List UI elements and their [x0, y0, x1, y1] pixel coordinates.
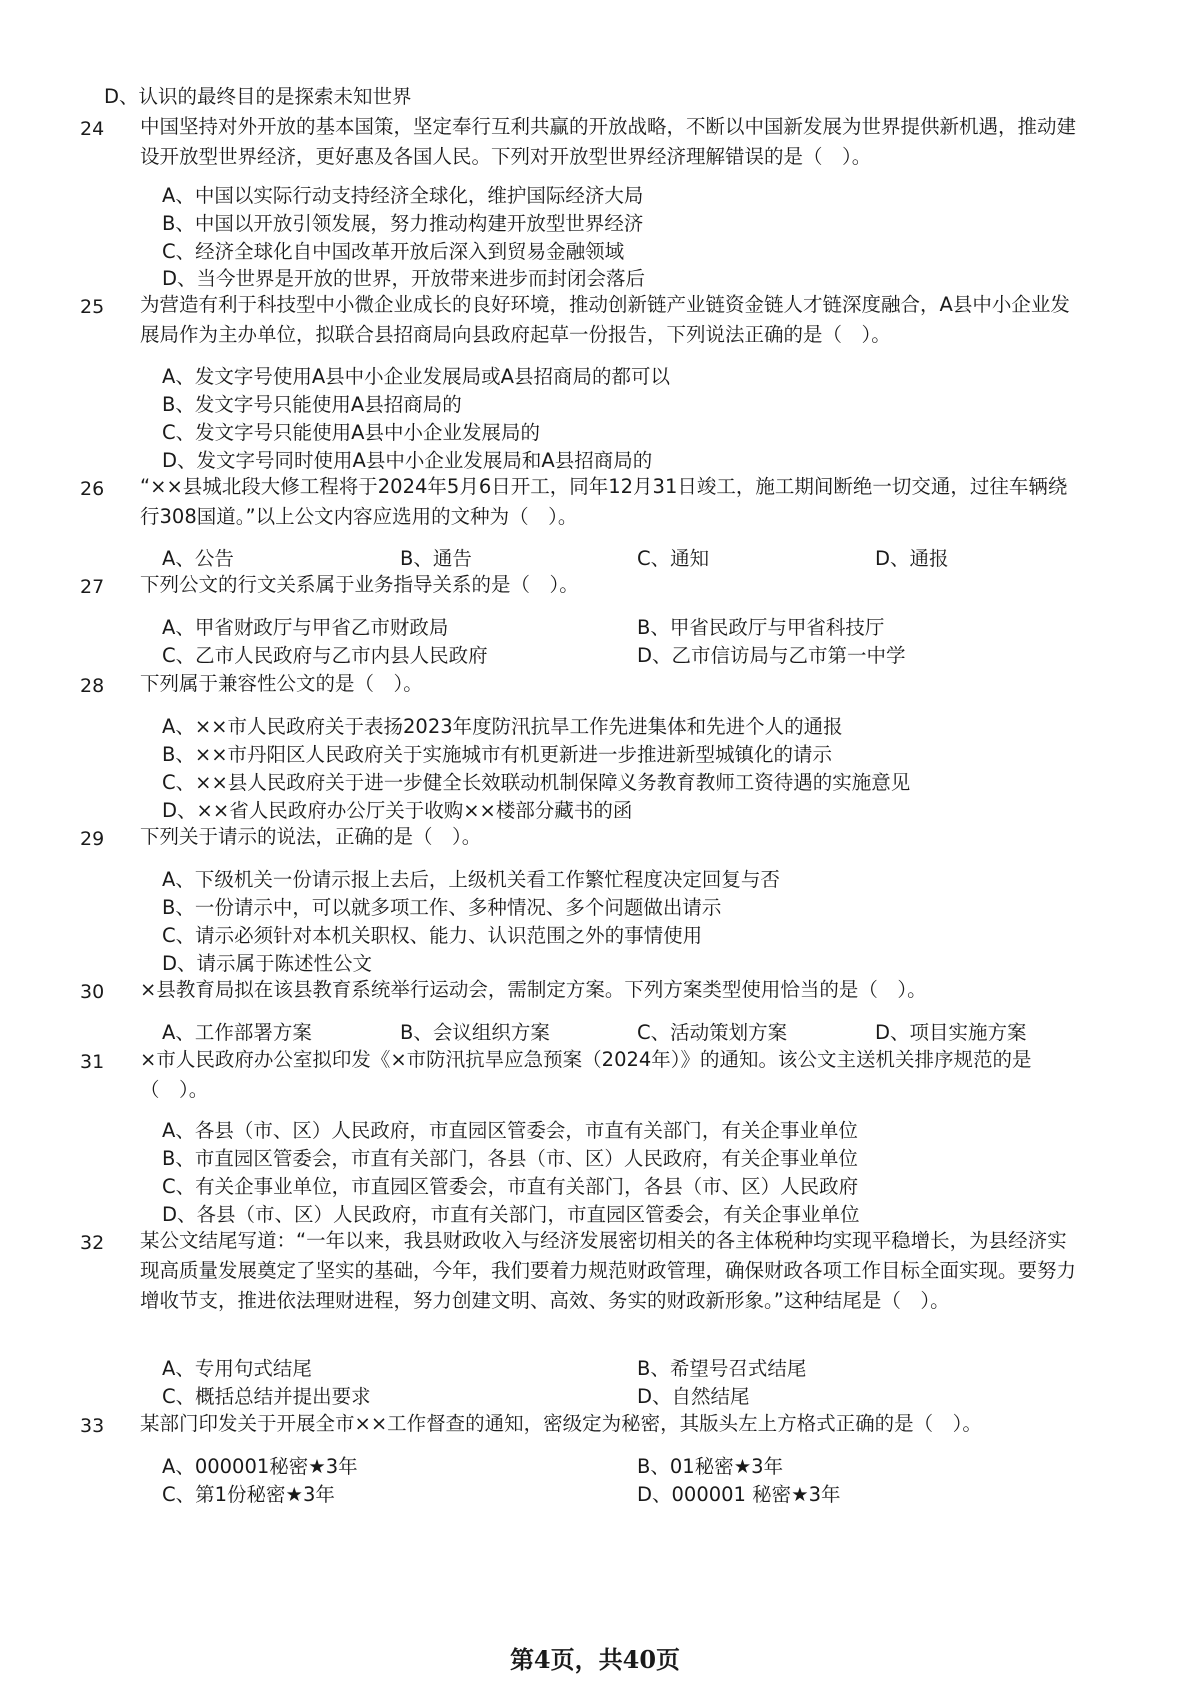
option-b: B、01秘密★3年: [637, 1455, 784, 1478]
option-c: C、第1份秘密★3年: [162, 1483, 335, 1506]
option-c: C、经济全球化自中国改革开放后深入到贸易金融领域: [162, 240, 625, 263]
option-d: D、000001 秘密★3年: [637, 1483, 841, 1506]
question-stem: 下列属于兼容性公文的是（ ）。: [140, 672, 423, 695]
question-stem: 某公文结尾写道：“一年以来，我县财政收入与经济发展密切相关的各主体税种均实现平稳增长，为县经济实现高质量发展奠定了坚实的基础，今年，我们要着力规范财政管理，确保财政各项工作目标全面实现。要努力增收节支，推进依法理财进程，努力创建文明、高效、务实的财政新形象。”这种结尾是（ ）。: [140, 1229, 1077, 1312]
option-d: D、自然结尾: [637, 1385, 750, 1408]
option-c: C、有关企事业单位，市直园区管委会，市直有关部门，各县（市、区）人民政府: [162, 1175, 859, 1198]
option-c: C、通知: [637, 547, 710, 570]
option-d: D、当今世界是开放的世界，开放带来进步而封闭会落后: [162, 267, 646, 290]
option-c: C、乙市人民政府与乙市内县人民政府: [162, 644, 488, 667]
question-stem: ×市人民政府办公室拟印发《×市防汛抗旱应急预案（2024年）》的通知。该公文主送机关排序规范的是（ ）。: [140, 1048, 1032, 1101]
question-stem: 为营造有利于科技型中小微企业成长的良好环境，推动创新链产业链资金链人才链深度融合，A县中小企业发展局作为主办单位，拟联合县招商局向县政府起草一份报告，下列说法正确的是（ ）。: [140, 293, 1070, 346]
page-footer: 第4页，共40页: [509, 1645, 681, 1674]
option-b: B、希望号召式结尾: [637, 1357, 807, 1380]
option-b: B、中国以开放引领发展，努力推动构建开放型世界经济: [162, 212, 644, 235]
option-d: D、请示属于陈述性公文: [162, 952, 373, 975]
option-a: A、000001秘密★3年: [162, 1455, 358, 1478]
question-number: 31: [80, 1051, 105, 1073]
option-a: A、发文字号使用A县中小企业发展局或A县招商局的都可以: [162, 365, 671, 388]
option-c: C、概括总结并提出要求: [162, 1385, 371, 1408]
question-stem: ×县教育局拟在该县教育系统举行运动会，需制定方案。下列方案类型使用恰当的是（ ）。: [140, 978, 927, 1001]
option-prev-d: D、认识的最终目的是探索未知世界: [104, 85, 412, 108]
question-number: 24: [80, 118, 105, 140]
option-b: B、××市丹阳区人民政府关于实施城市有机更新进一步推进新型城镇化的请示: [162, 743, 833, 766]
option-c: C、活动策划方案: [637, 1021, 788, 1044]
option-d: D、××省人民政府办公厅关于收购××楼部分藏书的函: [162, 799, 633, 822]
option-b: B、甲省民政厅与甲省科技厅: [637, 616, 885, 639]
option-b: B、会议组织方案: [400, 1021, 550, 1044]
question-number: 30: [80, 981, 105, 1003]
question-number: 28: [80, 675, 105, 697]
option-a: A、专用句式结尾: [162, 1357, 312, 1380]
option-b: B、发文字号只能使用A县招商局的: [162, 393, 462, 416]
question-number: 27: [80, 576, 105, 598]
option-b: B、一份请示中，可以就多项工作、多种情况、多个问题做出请示: [162, 896, 722, 919]
question-stem: 下列公文的行文关系属于业务指导关系的是（ ）。: [140, 573, 579, 596]
option-a: A、公告: [162, 547, 234, 570]
option-a: A、下级机关一份请示报上去后，上级机关看工作繁忙程度决定回复与否: [162, 868, 780, 891]
option-a: A、甲省财政厅与甲省乙市财政局: [162, 616, 449, 639]
question-stem: 下列关于请示的说法，正确的是（ ）。: [140, 825, 482, 848]
option-b: B、市直园区管委会，市直有关部门，各县（市、区）人民政府，有关企事业单位: [162, 1147, 858, 1170]
option-a: A、工作部署方案: [162, 1021, 312, 1044]
option-a: A、××市人民政府关于表扬2023年度防汛抗旱工作先进集体和先进个人的通报: [162, 715, 843, 738]
option-c: C、请示必须针对本机关职权、能力、认识范围之外的事情使用: [162, 924, 703, 947]
option-d: D、发文字号同时使用A县中小企业发展局和A县招商局的: [162, 449, 653, 472]
question-number: 32: [80, 1232, 105, 1254]
option-d: D、项目实施方案: [875, 1021, 1027, 1044]
question-stem: 中国坚持对外开放的基本国策，坚定奉行互利共赢的开放战略，不断以中国新发展为世界提供新机遇，推动建设开放型世界经济，更好惠及各国人民。下列对开放型世界经济理解错误的是（ ）。: [140, 115, 1077, 168]
question-number: 29: [80, 828, 105, 850]
option-c: C、发文字号只能使用A县中小企业发展局的: [162, 421, 540, 444]
question-stem: “××县城北段大修工程将于2024年5月6日开工，同年12月31日竣工，施工期间断绝一切交通，过往车辆绕行308国道。”以上公文内容应选用的文种为（ ）。: [140, 475, 1068, 528]
option-a: A、各县（市、区）人民政府，市直园区管委会，市直有关部门，有关企事业单位: [162, 1119, 858, 1142]
option-d: D、乙市信访局与乙市第一中学: [637, 644, 906, 667]
option-d: D、各县（市、区）人民政府，市直有关部门，市直园区管委会，有关企事业单位: [162, 1203, 860, 1226]
option-d: D、通报: [875, 547, 949, 570]
question-number: 25: [80, 296, 105, 318]
option-b: B、通告: [400, 547, 472, 570]
question-stem: 某部门印发关于开展全市××工作督查的通知，密级定为秘密，其版头左上方格式正确的是（ ）。: [140, 1412, 982, 1435]
option-c: C、××县人民政府关于进一步健全长效联动机制保障义务教育教师工资待遇的实施意见: [162, 771, 911, 794]
option-a: A、中国以实际行动支持经济全球化，维护国际经济大局: [162, 184, 644, 207]
question-number: 33: [80, 1415, 105, 1437]
question-number: 26: [80, 478, 105, 500]
